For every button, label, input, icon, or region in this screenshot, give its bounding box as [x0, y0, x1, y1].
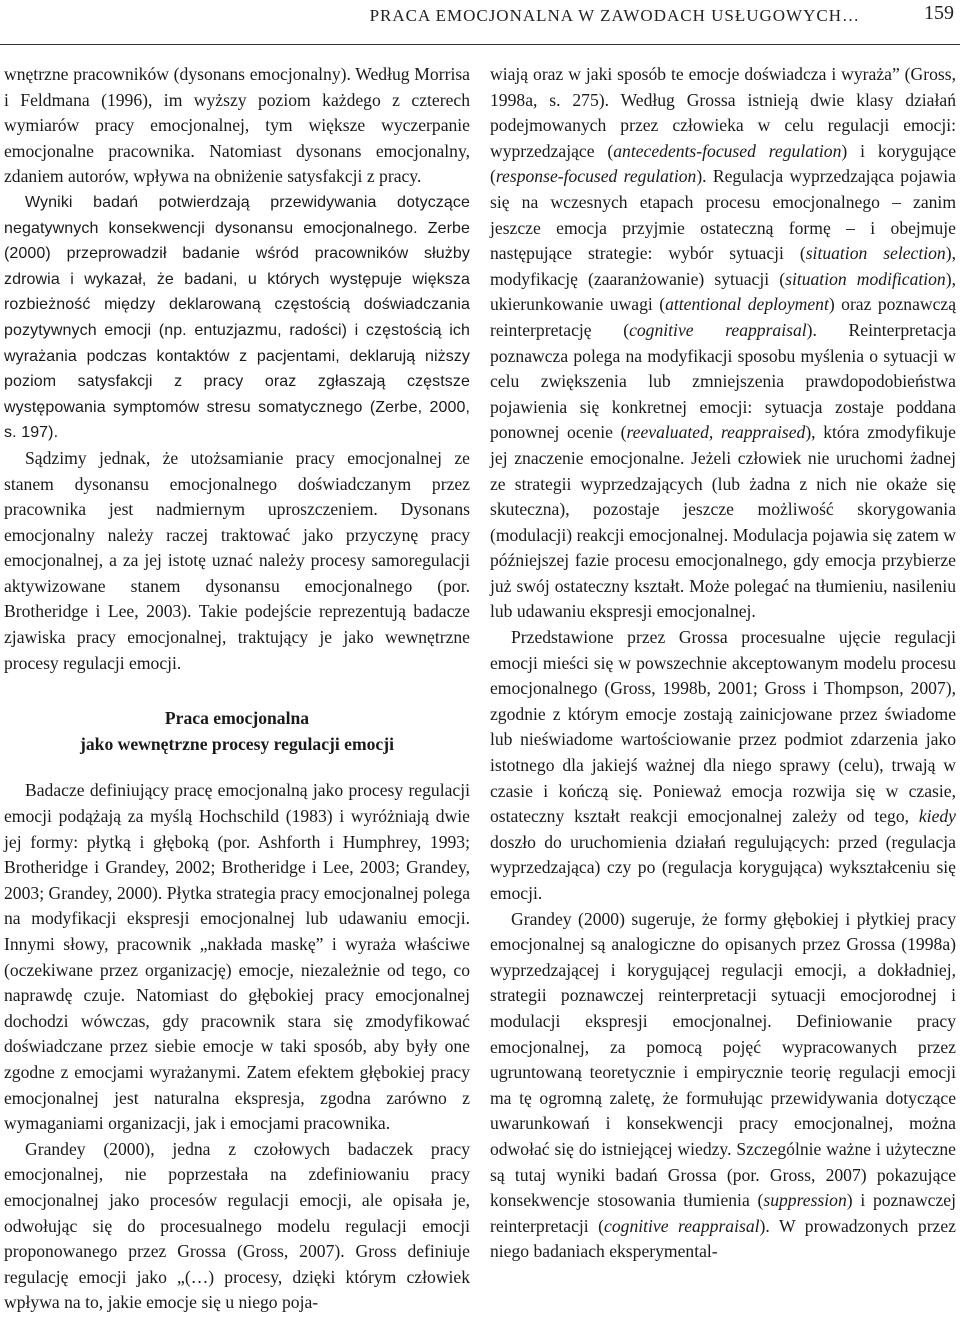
section-heading-line: Praca emocjonalna — [164, 708, 310, 729]
header-rule — [0, 44, 960, 45]
text-run: Przedstawione przez Grossa procesualne ujęcie regulacji emocji mieści się w powszechnie akceptowanym modelu procesu emocjonalnego (Gross, 1998b, 2001; Gross i Thompson, 2007), zgodnie z którym emocje zostają zainicjowane przez świadome lub nieświadome wartościowanie przez podmiot zdarzenia jako istotnego dla jakiejś ważnej dla niego sprawy (celu), trwają w czasie i kończą się. Ponieważ emocja rozwija się w czasie, ostateczny kształt reakcji emocjonalnej zależy od tego, — [490, 627, 956, 827]
text-run: ) oraz poznawczą reinterpretację ( — [490, 294, 957, 340]
text-run: doszło do uruchomienia działań regulujących: przed (regulacja wyprzedzająca) czy po (regulacja korygująca) wykształceniu się emocji. — [490, 831, 956, 903]
paragraph — [490, 625, 956, 907]
paragraph — [490, 62, 956, 625]
paragraph: Badacze definiujący pracę emocjonalną jako procesy regulacji emocji podążają za myślą Hochschild (1983) i wyróżniają dwie jej formy: płytką i głęboką (por. Ashforth i Humphrey, 1993; Brotheridge i Grandey, 2002; Brotheridge i Lee, 2003; Grandey, 2003; Grandey, 2000). Płytka strategia pracy emocjonalnej polega na modyfikacji ekspresji emocjonalnej lub udawaniu emocji. Innymi słowy, pracownik „nakłada maskę” i wyraża właściwe (oczekiwane przez organizację) emocje, niezależnie od tego, co naprawdę czuje. Natomiast do głębokiej pracy emocjonalnej dochodzi wówczas, gdy pracownik stara się zmodyfikować doświadczane przez siebie emocje w taki sposób, aby były one zgodne z emocjami wyrażanymi. Zatem efektem głębokiej pracy emocjonalnej jest naturalna ekspresja, zgodna zarówno z wymaganiami organizacji, jak i emocjami pracownika. — [4, 780, 470, 1134]
text-run: wiają oraz w jaki sposób te emocje doświadcza i wyraża” (Gross, 1998a, s. 275). Według Grossa istnieją dwie klasy działań podejmowanych przez człowieka w celu regulacji emocji: wyprzedzające ( — [490, 64, 956, 161]
right-column — [490, 62, 956, 1265]
text-run: ) i poznawczej reinterpretacji ( — [490, 1190, 956, 1236]
term-italic: cognitive reappraisal — [604, 1215, 760, 1236]
text-run: Grandey (2000) sugeruje, że formy głębokiej i płytkiej pracy emocjonalnej są analogiczne do opisanych przez Grossa (1998a) wyprzedzającej i korygującej regulacji emocji, a dokładniej, strategii poznawczej reinterpretacji sytuacji emocjorodnej i modulacji ekspresji emocjonalnej. Definiowanie pracy emocjonalnej, za pomocą pojęć wypracowanych przez ugruntowaną teoretycznie i empirycznie teorię regulacji emocji ma tę ogromną zaletę, że formułując przewidywania dotyczące uwarunkowań i konsekwencji pracy emocjonalnej, można odwołać się do istniejącej wiedzy. Szczególnie ważne i użyteczne są tutaj wyniki badań Grossa (por. Gross, 2007) pokazujące konsekwencje stosowania tłumienia ( — [490, 908, 956, 1211]
term-italic: situation modification — [785, 268, 946, 289]
term-italic: cognitive reappraisal — [629, 319, 807, 340]
text-run: ) i korygujące ( — [490, 140, 957, 187]
section-heading-line: jako wewnętrzne procesy regulacji emocji — [80, 733, 394, 754]
text-run: ). Reinterpretacja poznawcza polega na modyfikacji sposobu myślenia o sytuacji w celu zwiększenia lub zmniejszenia prawdopodobieństwa pojawienia się konkretnej emocji: sytuacja zostaje poddana ponownej ocenie ( — [490, 319, 956, 443]
term-italic: attentional deployment — [665, 294, 829, 315]
text-run: ). Regulacja wyprzedzająca pojawia się na wczesnych etapach procesu emocjonalnego – zanim jeszcze emocja przyjmie ostateczną formę – i obejmuje następujące strategie: wybór sytuacji ( — [490, 166, 956, 264]
text-run: ). W prowadzonych przez niego badaniach eksperymental- — [490, 1215, 956, 1262]
term-italic: antecedents-focused regulation — [613, 140, 842, 161]
term-italic: response-focused regulation — [495, 166, 697, 187]
text-run: ), modyfikację (zaaranżowanie) sytuacji ( — [490, 243, 956, 289]
left-column — [4, 62, 470, 1316]
page-number: 159 — [924, 2, 954, 24]
running-header — [0, 2, 960, 46]
paragraph — [490, 907, 956, 1265]
term-italic: situation selection — [805, 243, 946, 264]
term-italic: reevaluated, reappraised — [626, 422, 806, 443]
term-italic: kiedy — [918, 806, 956, 827]
text-run: ), która zmodyfikuje jej znaczenie emocjonalne. Jeżeli człowiek nie uruchomi żadnej ze strategii wyprzedzających (lub żadna z nich nie okaże się skuteczna), pozostaje jeszcze możliwość skorygowania (modulacji) reakcji emocjonalnej. Modulacja pojawia się zatem w późniejszej fazie procesu emocjonalnego, gdy emocja przybierze już swój ostateczny kształt. Może polegać na tłumieniu, nasileniu lub udawaniu ekspresji emocjonalnej. — [490, 422, 956, 622]
section-heading — [4, 706, 470, 757]
text-run: ), ukierunkowanie uwagi ( — [490, 268, 956, 315]
paragraph: Sądzimy jednak, że utożsamianie pracy emocjonalnej ze stanem dysonansu emocjonalnego doświadczanym przez pracownika jest nadmiernym uproszczeniem. Dysonans emocjonalny należy raczej traktować jako przyczynę pracy emocjonalnej, a za jej istotę uznać należy procesy samoregulacji aktywizowane stanem dysonansu emocjonalnego (por. Brotheridge i Lee, 2003). Takie podejście reprezentują badacze zjawiska pracy emocjonalnej, traktujący je jako wewnętrzne procesy regulacji emocji. — [4, 447, 470, 673]
running-title: PRACA EMOCJONALNA W ZAWODACH USŁUGOWYCH… — [369, 6, 860, 25]
paragraph: wnętrzne pracowników (dysonans emocjonalny). Według Morrisa i Feldmana (1996), im wyższy poziom każdego z czterech wymiarów pracy emocjonalnej, tym większe wyczerpanie emocjonalne pracownika. Natomiast dysonans emocjonalny, zdaniem autorów, wpływa na obniżenie satysfakcji z pracy. — [4, 64, 470, 187]
term-italic: suppression — [763, 1190, 847, 1211]
paragraph: Wyniki badań potwierdzają przewidywania dotyczące negatywnych konsekwencji dysonansu emocjonalnego. Zerbe (2000) przeprowadził badanie wśród pracowników służby zdrowia i wykazał, że badani, u których występuje większa rozbieżność między deklarowaną częstością doświadczania pozytywnych emocji (np. entuzjazmu, radości) i częstością ich wyrażania podczas kontaktów z pacjentami, deklarują niższy poziom satysfakcji z pracy oraz zgłaszają częstsze występowania symptomów stresu somatycznego (Zerbe, 2000, s. 197). — [4, 193, 470, 442]
paragraph: Grandey (2000), jedna z czołowych badaczek pracy emocjonalnej, nie poprzestała na zdefiniowaniu pracy emocjonalnej jako procesów regulacji emocji, ale opisała je, odwołując się do procesualnego modelu regulacji emocji proponowanego przez Grossa (Gross, 2007). Gross definiuje regulację emocji jako „(…) procesy, dzięki którym człowiek wpływa na to, jakie emocje się u niego poja- — [4, 1138, 470, 1313]
